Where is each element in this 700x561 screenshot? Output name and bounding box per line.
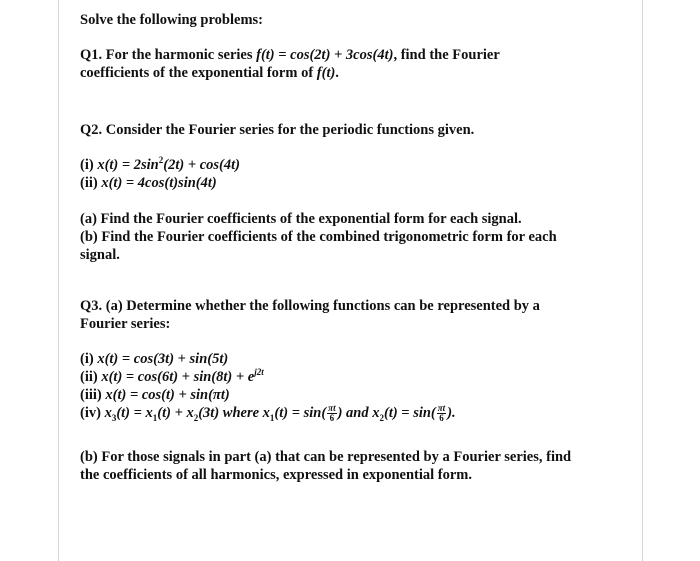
q2-intro: Q2. Consider the Fourier series for the periodic functions given. xyxy=(80,122,475,138)
q3-function-ii: (ii) $x(t) = \cos(6t) + \sin(8t) + e^{j2t}$ xyxy=(80,367,264,385)
fraction-pi-t-over-6: $\frac{\pi t}{6}$ xyxy=(328,403,336,424)
q2-part-b-line-2: signal. xyxy=(80,247,120,263)
q2-part-b-line-1: (b) Find the Fourier coefficients of the combined trigonometric form for each xyxy=(80,229,557,245)
heading: Solve the following problems: xyxy=(80,12,263,28)
q3-function-iv: (iv) $x_3(t) = x_1(t) + x_2(3t)$ where $x_1(t) = \sin$( $\frac{\pi t}{6}$ ) and $x_2(t) = \sin$( $\frac{\pi t}{6}$ ). xyxy=(80,403,456,424)
q1-line-1: Q1. For the harmonic series f(t) = cos(2t) + 3cos(4t), find the Fourier xyxy=(80,47,500,63)
q3-part-b-line-2: the coefficients of all harmonics, expressed in exponential form. xyxy=(80,467,472,483)
q3-intro-line-1: Q3. (a) Determine whether the following functions can be represented by a xyxy=(80,298,540,314)
q3-function-i: (i) x(t) = cos(3t) + sin(5t) xyxy=(80,351,229,367)
q2-function-ii: (ii) x(t) = 4cos(t)sin(4t) xyxy=(80,175,217,191)
q2-function-i: (i) $x(t) = 2\sin^2(2t) + \cos(4t)$ xyxy=(80,155,240,173)
q3-function-iii: (iii) x(t) = cos(t) + sin(πt) xyxy=(80,387,230,403)
q2-part-a: (a) Find the Fourier coefficients of the exponential form for each signal. xyxy=(80,211,522,227)
q1-line-2: coefficients of the exponential form of f(t). xyxy=(80,65,339,81)
q3-part-b-line-1: (b) For those signals in part (a) that can be represented by a Fourier series, find xyxy=(80,449,572,465)
fraction-pi-t-over-6: $\frac{\pi t}{6}$ xyxy=(437,403,446,424)
q3-intro-line-2: Fourier series: xyxy=(80,316,171,332)
